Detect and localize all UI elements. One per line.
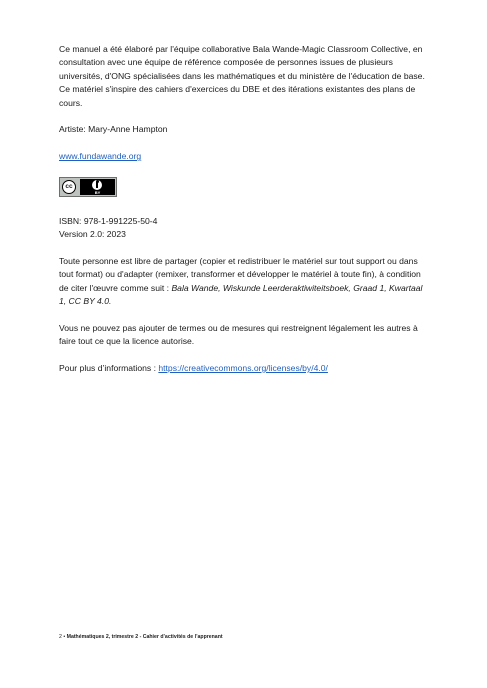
share-paragraph [59,255,431,309]
website-link[interactable]: www.fundawande.org [59,151,142,162]
cc-by-license-badge [59,177,117,197]
artist-credit: Artiste: Mary-Anne Hampton [59,124,168,135]
footer-separator: • [63,634,66,640]
isbn: ISBN: 978-1-991225-50-4 [59,215,158,226]
restriction-paragraph: Vous ne pouvez pas ajouter de termes ou de mesures qui restreignent légalement les autres à faire tout ce que la licence autorise. [59,322,418,347]
more-info-label: Pour plus d’informations : [59,363,159,374]
by-icon [80,179,115,195]
person-body-icon [96,182,98,188]
page-footer [59,634,223,641]
cc-icon: cc [62,180,76,194]
license-link[interactable]: https://creativecommons.org/licenses/by/4.0/ [158,363,328,374]
more-info-paragraph [59,362,431,375]
intro-paragraph: Ce manuel a été élaboré par l'équipe collaborative Bala Wande-Magic Classroom Collective, en consultation avec une équipe de référence composée de personnes issues de plusieurs universités, d'ONG spécialisées dans les mathématiques et du ministère de l'éducation de base. Ce matériel s'inspire des cahiers d'exercices du DBE et des itérations existantes des plans de cours. [59,44,425,108]
page-number: 2 [59,634,62,640]
by-label: BY [94,189,101,195]
citation-text: Bala Wande, Wiskunde Leerderaktiwiteitsboek, Graad 1, Kwartaal 1, CC BY 4.0. [59,282,423,307]
share-text: Toute personne est libre de partager (copier et redistribuer le matériel sur tout support ou dans tout format) ou d'adapter (remixer, transformer et développer le matériel à toute fin), à condition de citer l'œuvre comme suit : [59,255,421,293]
credits-block [59,43,431,375]
version: Version 2.0: 2023 [59,229,126,240]
footer-title: Mathématiques 2, trimestre 2 - Cahier d’activités de l’apprenant [66,634,223,640]
